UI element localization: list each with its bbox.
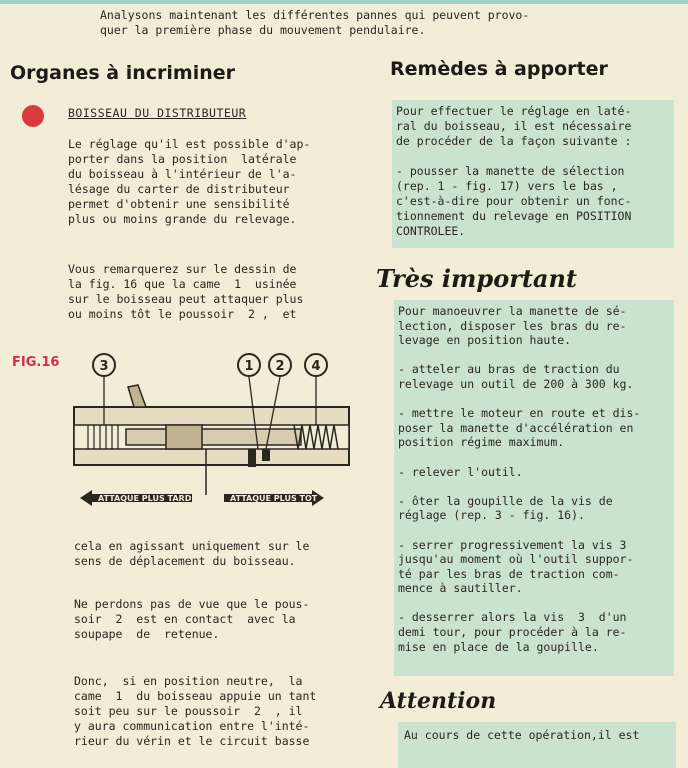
callout-1-label: 1 [244,359,254,374]
remedy-box-1-text: Pour effectuer le réglage en laté- ral du boisseau, il est nécessaire de procéder de la façon suivante : - pousser la manette de sélection (rep. 1 - fig. 17) vers le bas , c'est-à-dire pour obtenir un fonc- tionnement du relevage en POSITION CONTROLEE. [396,104,632,238]
arrow-left-label: ATTAQUE PLUS TARD [98,494,192,503]
cam [262,449,270,461]
left-paragraph-2: Vous remarquerez sur le dessin de la fig. 16 que la came 1 usinée sur le boisseau peut attaquer plus ou moins tôt le poussoir 2 , et [68,262,304,321]
left-paragraph-4: Ne perdons pas de vue que le pous- soir 2 est en contact avec la soupape de retenue. [74,597,310,641]
pusher [248,449,256,467]
left-paragraph-5: Donc, si en position neutre, la came 1 du boisseau appuie un tant soit peu sur le poussoir 2 , il y aura communication entre l'inté- rieur du vérin et le circuit basse [74,674,317,748]
left-heading: Organes à incriminer [10,62,235,84]
important-heading: Très important [376,264,578,293]
arrow-right-label: ATTAQUE PLUS TOT [230,494,318,503]
intro-text: Analysons maintenant les différentes pannes qui peuvent provo- quer la première phase du mouvement pendulaire. [100,8,530,37]
right-heading: Remèdes à apporter [390,58,608,80]
top-color-strip [0,0,688,4]
callout-2-label: 2 [275,359,285,374]
figure-16-diagram [66,345,356,520]
callout-4-label: 4 [311,359,321,374]
left-paragraph-1: Le réglage qu'il est possible d'ap- porter dans la position latérale du boisseau à l'intérieur de l'a- lésage du carter de distributeur permet d'obtenir une sensibilité plus ou moins grande du relevage. [68,137,311,226]
figure-label: FIG.16 [12,355,60,370]
section-subheading: BOISSEAU DU DISTRIBUTEUR [68,106,247,120]
remedy-box-2-text: Pour manoeuvrer la manette de sé- lection, disposer les bras du re- levage en position haute. - atteler au bras de traction du relevage un outil de 200 à 300 kg. - mettre le moteur en route et dis- poser la manette d'accélération en position régime maximum. - relever l'outil. - ôter la goupille de la vis de réglage (rep. 3 - fig. 16). - serrer progressivement la vis 3 jusqu'au moment où l'outil suppor- té par les bras de traction com- mence à sautiller. - desserrer alors la vis 3 d'un demi tour, pour procéder à la re- mise en place de la goupille. [398,304,641,654]
spool-land [166,425,202,449]
attention-heading: Attention [380,688,497,714]
red-bullet-dot [22,105,44,127]
left-paragraph-3: cela en agissant uniquement sur le sens de déplacement du boisseau. [74,539,310,568]
remedy-box-3-text: Au cours de cette opération,il est [404,728,640,742]
spool-body [126,429,301,445]
callout-3-label: 3 [99,359,109,374]
lever [128,385,146,407]
